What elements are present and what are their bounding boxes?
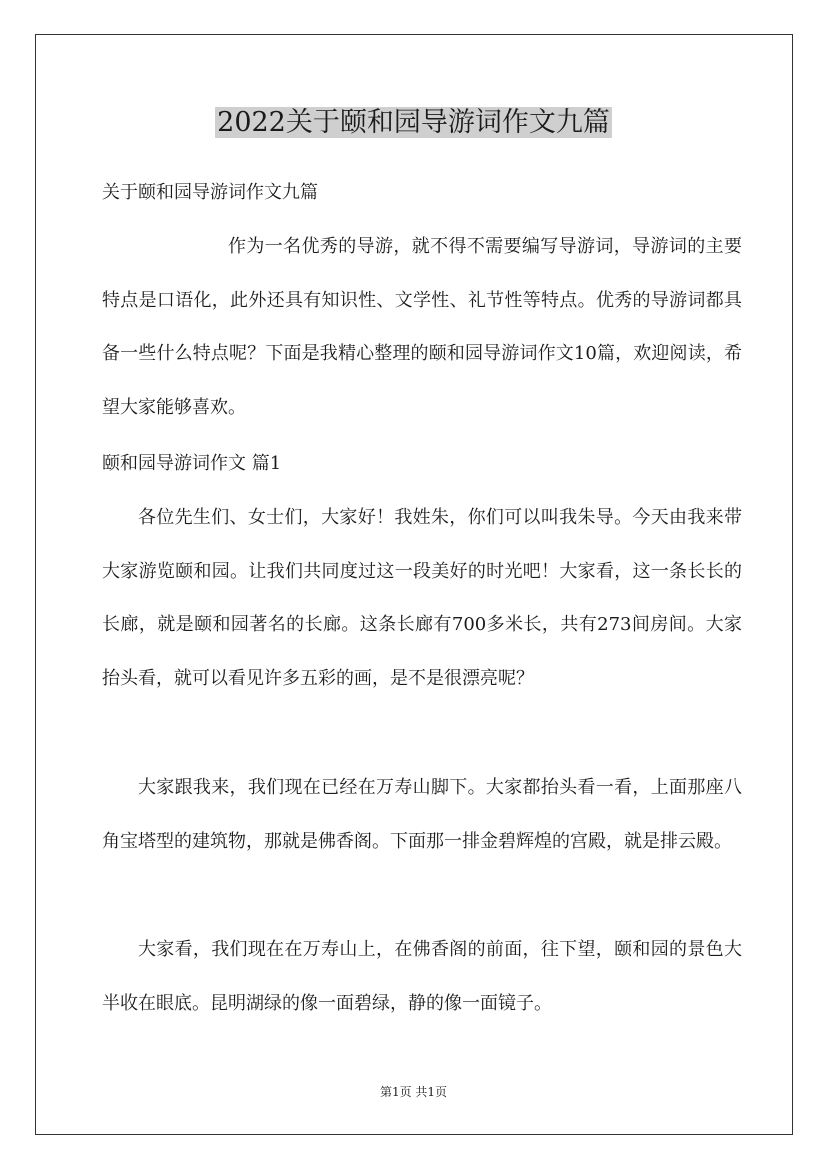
body-paragraph-1: 各位先生们、女士们，大家好！我姓朱，你们可以叫我朱导。今天由我来带大家游览颐和园。让我们共同度过这一段美好的时光吧！大家看，这一条长长的长廊，就是颐和园著名的长廊。这条长廊有700多米长，共有273间房间。大家抬头看，就可以看见许多五彩的画，是不是很漂亮呢？: [102, 507, 742, 689]
document-title: 2022关于颐和园导游词作文九篇: [217, 107, 610, 138]
body-paragraph-2: 大家跟我来，我们现在已经在万寿山脚下。大家都抬头看一看，上面那座八角宝塔型的建筑物，那就是佛香阁。下面那一排金碧辉煌的宫殿，就是排云殿。: [102, 777, 742, 852]
intro-paragraph: 作为一名优秀的导游，就不得不需要编写导游词，导游词的主要特点是口语化，此外还具有知识性、文学性、礼节性等特点。优秀的导游词都具备一些什么特点呢？下面是我精心整理的颐和园导游词作文10篇，欢迎阅读，希望大家能够喜欢。: [102, 236, 742, 418]
body-paragraph-3: 大家看，我们现在在万寿山上，在佛香阁的前面，往下望，颐和园的景色大半收在眼底。昆明湖绿的像一面碧绿，静的像一面镜子。: [102, 939, 742, 1014]
page-footer: 第1页 共1页: [379, 1085, 448, 1099]
subtitle: 关于颐和园导游词作文九篇: [102, 182, 318, 203]
section-heading: 颐和园导游词作文 篇1: [102, 453, 282, 474]
